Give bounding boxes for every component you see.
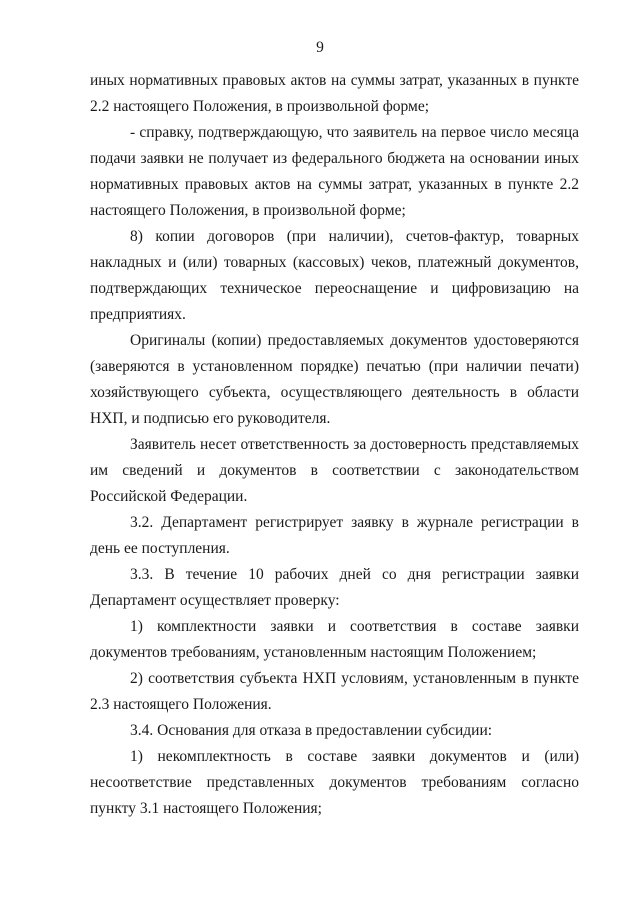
document-body xyxy=(90,68,579,822)
paragraph-3-3: 3.3. В течение 10 рабочих дней со дня регистрации заявки Департамент осуществляет проверку: xyxy=(90,566,579,609)
paragraph-responsibility: Заявитель несет ответственность за достоверность представляемых им сведений и документов в соответствии с законодательством Российской Федерации. xyxy=(90,436,579,505)
paragraph-3-4: 3.4. Основания для отказа в предоставлении субсидии: xyxy=(130,722,493,739)
paragraph-3-3-item-1: 1) комплектности заявки и соответствия в составе заявки документов требованиям, установленным настоящим Положением; xyxy=(90,618,579,661)
paragraph-3-3-item-2: 2) соответствия субъекта НХП условиям, установленным в пункте 2.3 настоящего Положения. xyxy=(90,670,579,713)
paragraph-continuation: иных нормативных правовых актов на суммы затрат, указанных в пункте 2.2 настоящего Положения, в произвольной форме; xyxy=(90,72,579,115)
paragraph-originals: Оригиналы (копии) предоставляемых документов удостоверяются (заверяются в установленном порядке) печатью (при наличии печати) хозяйствующего субъекта, осуществляющего деятельность в области НХП, и подписью его руководителя. xyxy=(90,332,579,427)
page-number: 9 xyxy=(316,39,324,56)
paragraph-3-4-item-1: 1) некомплектность в составе заявки документов и (или) несоответствие представленных документов требованиям согласно пункту 3.1 настоящего Положения; xyxy=(90,748,579,817)
paragraph-certificate: - справку, подтверждающую, что заявитель на первое число месяца подачи заявки не получает из федерального бюджета на основании иных нормативных правовых актов на суммы затрат, указанных в пункте 2.2 настоящего Положения, в произвольной форме; xyxy=(90,124,579,219)
paragraph-3-2: 3.2. Департамент регистрирует заявку в журнале регистрации в день ее поступления. xyxy=(90,514,579,557)
paragraph-item-8-copies: 8) копии договоров (при наличии), счетов-фактур, товарных накладных и (или) товарных (кассовых) чеков, платежный документов, подтверждающих техническое переоснащение и цифровизацию на предприятиях. xyxy=(90,228,579,323)
